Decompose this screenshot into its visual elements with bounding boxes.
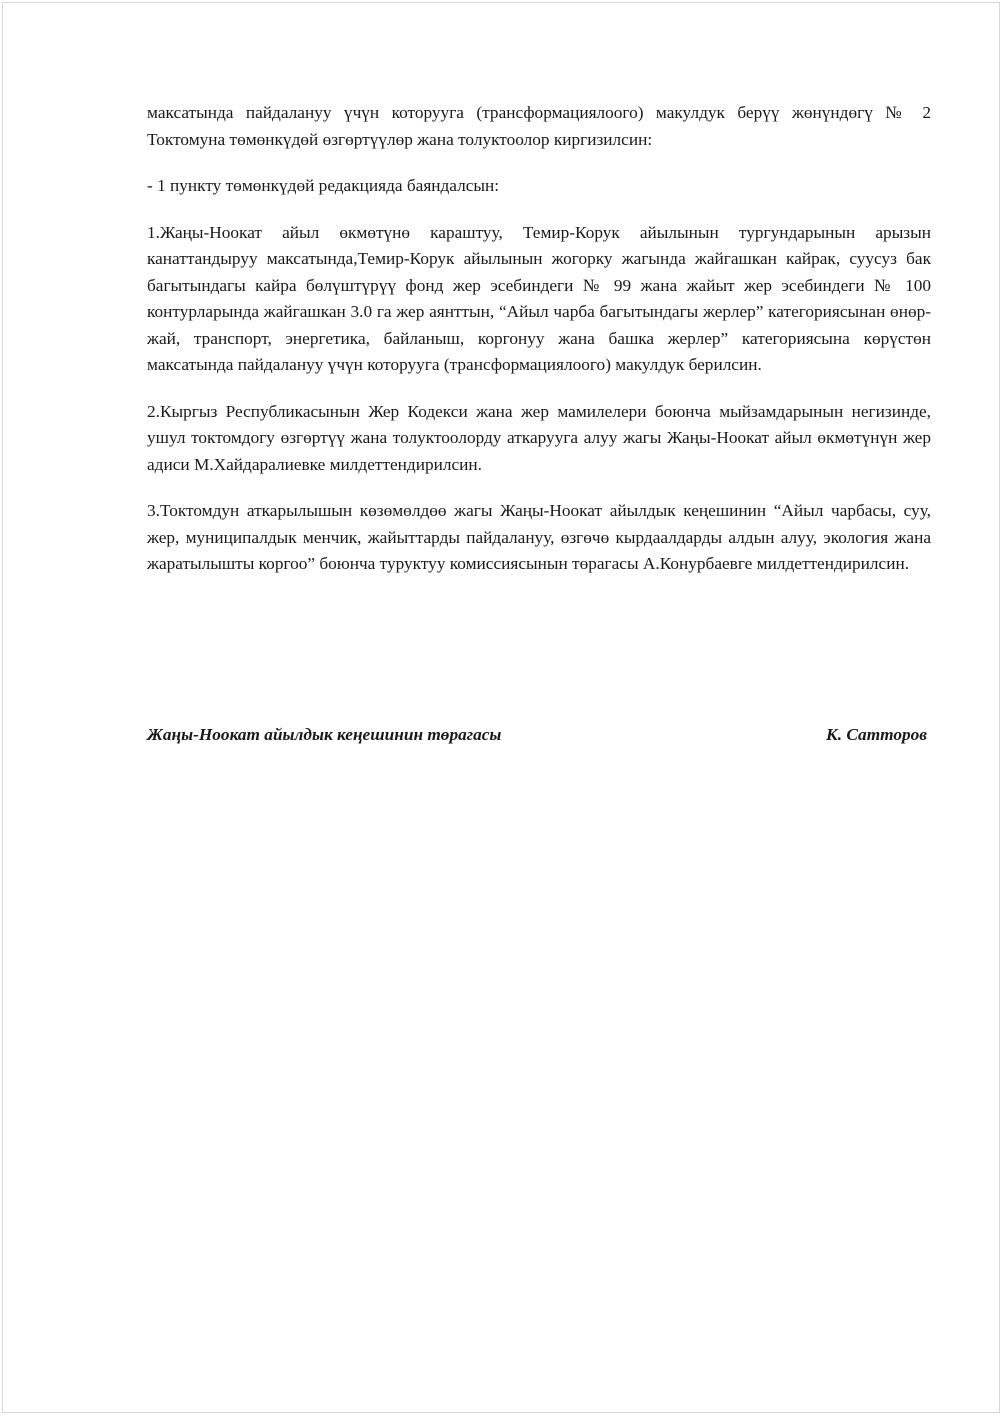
signature-block [147, 722, 931, 748]
document-body [147, 100, 931, 598]
signature-title: Жаңы-Ноокат айылдык кеңешинин төрагасы [147, 725, 502, 744]
signature-name: К. Сатторов [826, 725, 927, 744]
paragraph-item-1: 1.Жаңы-Ноокат айыл өкмөтүнө караштуу, Темир-Корук айылынын тургундарынын арызын канаттандыруу максатында,Темир-Корук айылынын жогорку жагында жайгашкан кайрак, суусуз бак багытындагы кайра бөлүштүрүү фонд жер эсебиндеги № 99 жана жайыт жер эсебиндеги № 100 контурларында жайгашкан 3.0 га жер аянттын, “Айыл чарба багытындагы жерлер” категориясынан өнөр-жай, транспорт, энергетика, байланыш, коргонуу жана башка жерлер” категориясына көрүстөн максатында пайдалануу үчүн которууга (трансформациялоого) макулдук берилсин. [147, 222, 931, 374]
paragraph-amendment-note: - 1 пункту төмөнкүдөй редакцияда баяндалсын: [147, 176, 500, 195]
paragraph-item-2: 2.Кыргыз Республикасынын Жер Кодекси жана жер мамилелери боюнча мыйзамдарынын негизинде, ушул токтомдогу өзгөртүү жана толуктоолорду аткарууга алуу жагы Жаңы-Ноокат айыл өкмөтүнүн жер адиси М.Хайдаралиевке милдеттендирилсин. [147, 401, 931, 474]
paragraph-intro: максатында пайдалануу үчүн которууга (трансформациялоого) макулдук берүү жөнүндөгү № 2 Токтомуна төмөнкүдөй өзгөртүүлөр жана толуктоолор киргизилсин: [147, 103, 931, 149]
paragraph-item-3: 3.Токтомдун аткарылышын көзөмөлдөө жагы Жаңы-Ноокат айылдык кеңешинин “Айыл чарбасы, суу, жер, муниципалдык менчик, жайыттарды пайдалануу, өзгөчө кырдаалдарды алдын алуу, экология жана жаратылышты коргоо” боюнча туруктуу комиссиясынын төрагасы А.Конурбаевге милдеттендирилсин. [147, 501, 931, 573]
document-page [2, 2, 1000, 1413]
